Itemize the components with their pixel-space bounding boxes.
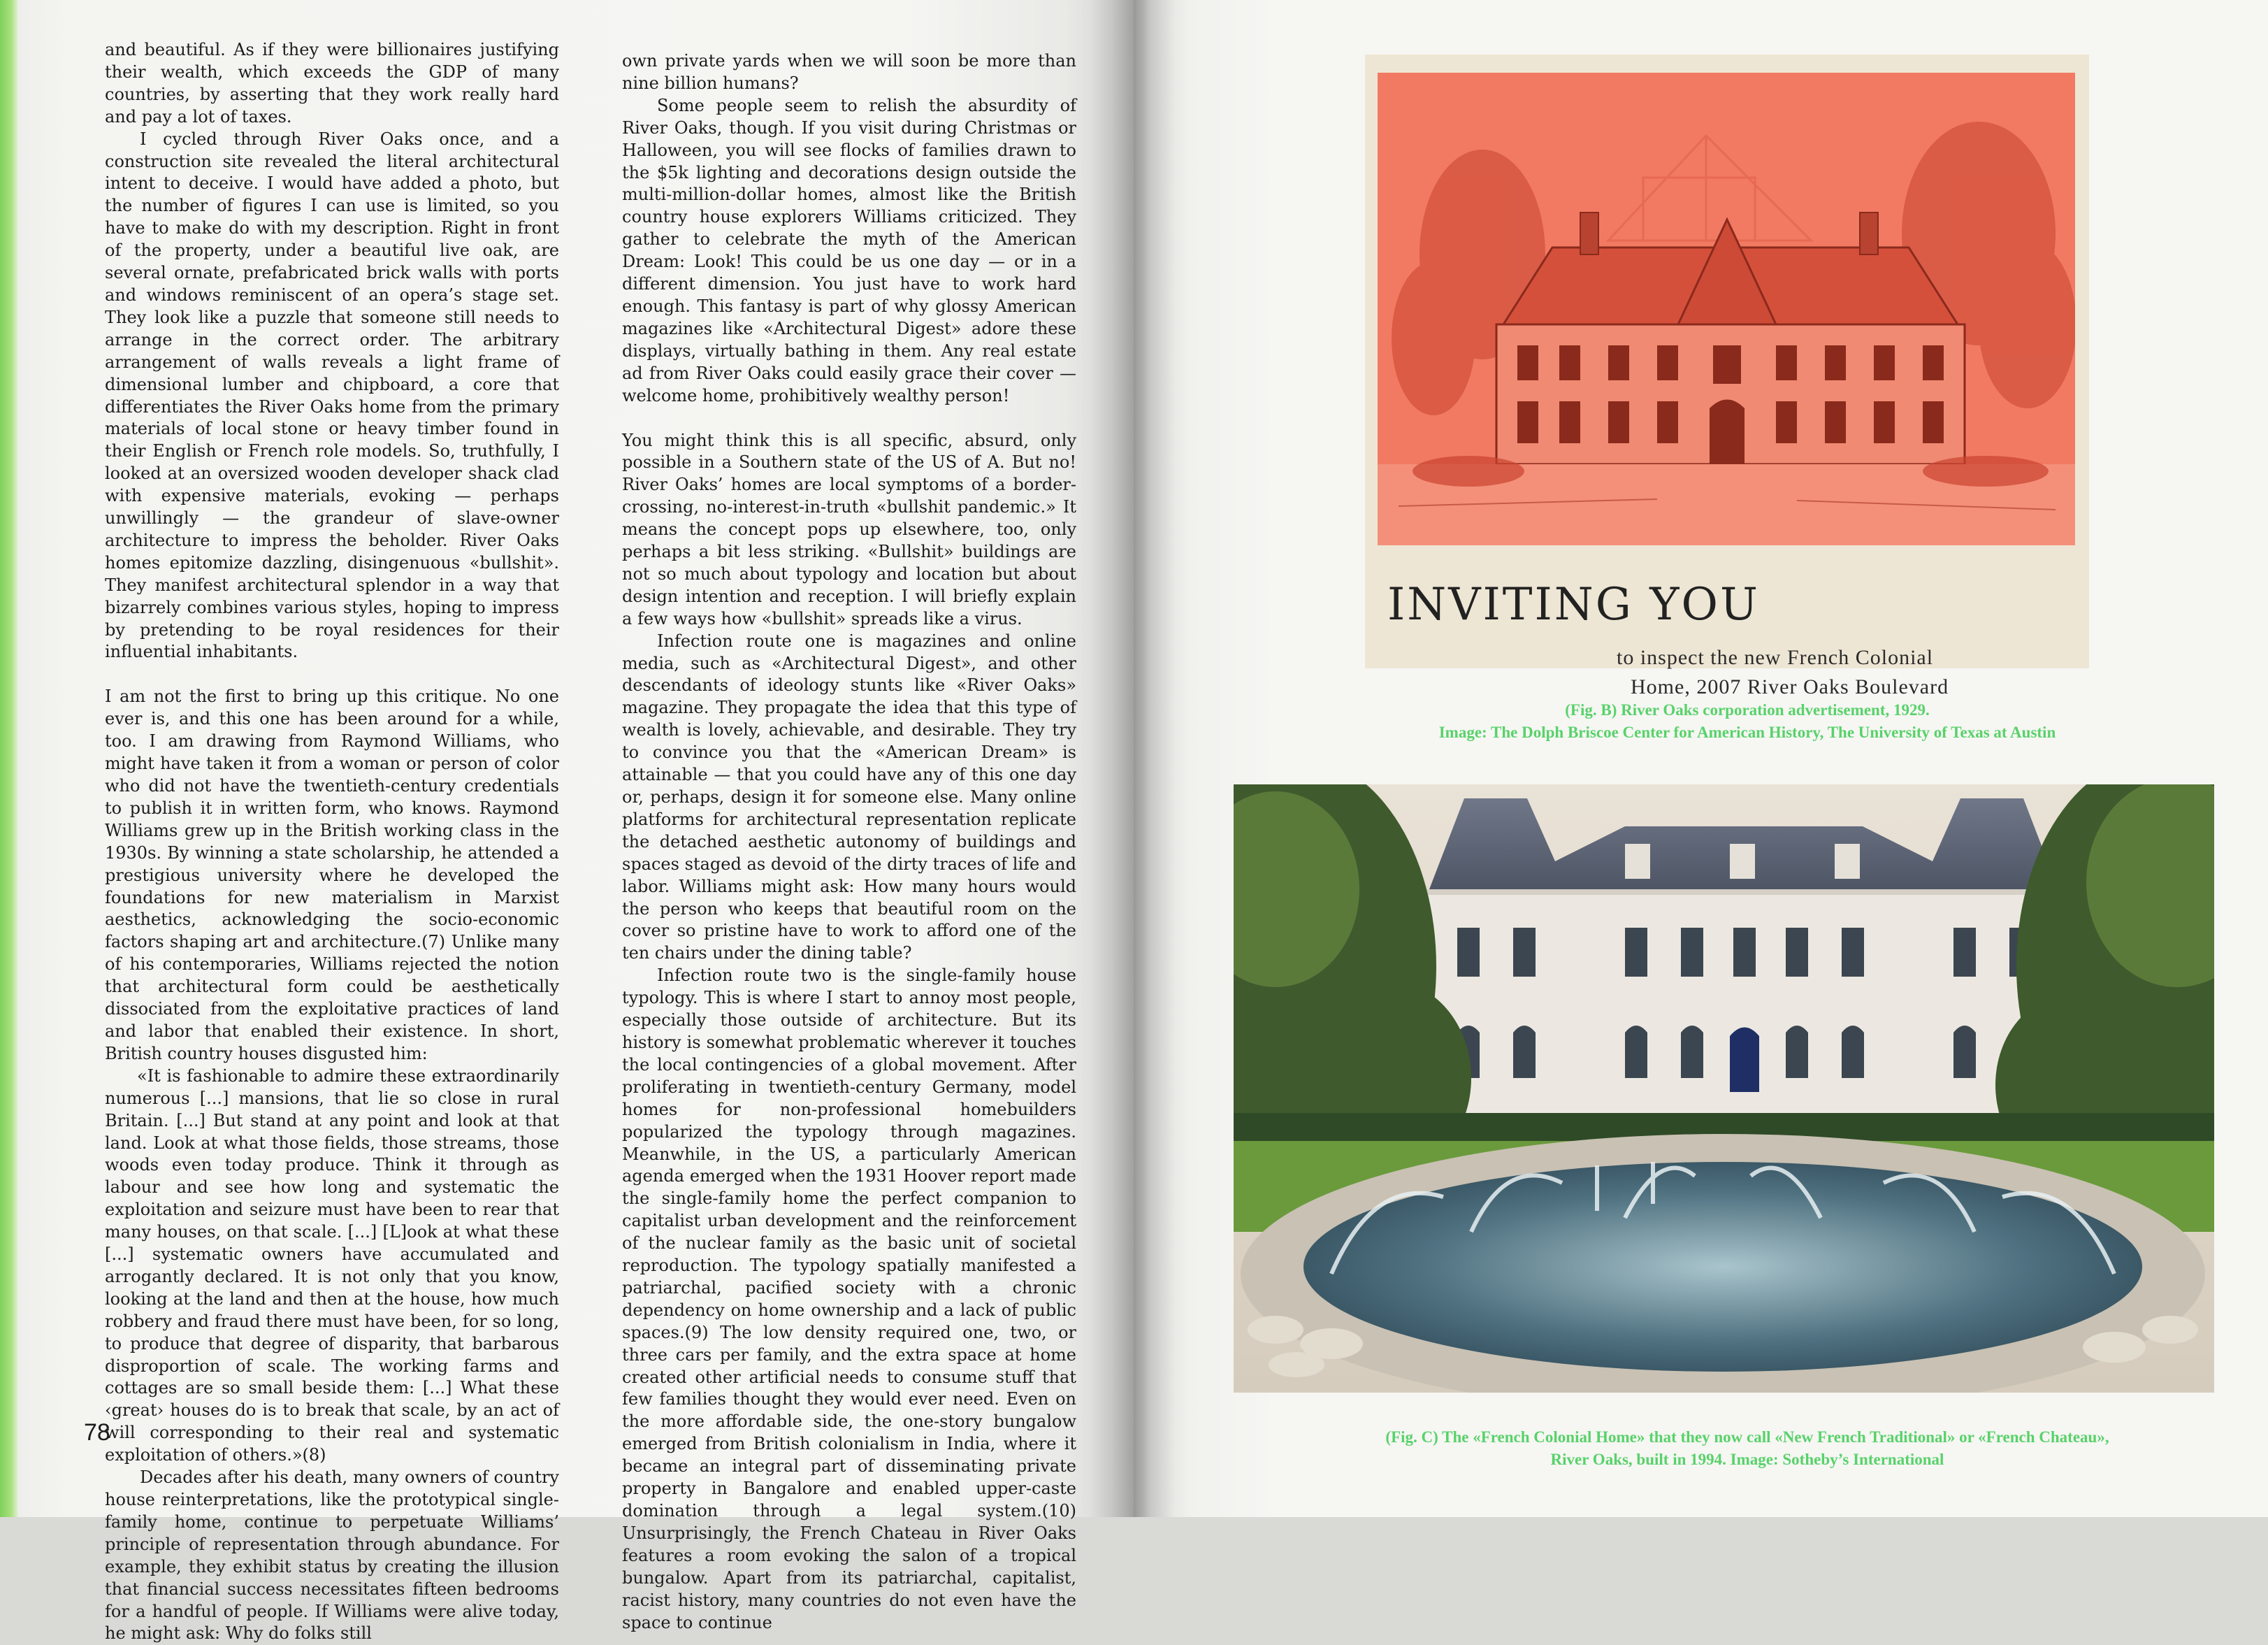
paragraph: own private yards when we will soon be more than nine billion humans?	[622, 51, 1076, 93]
house-sketch-image	[1378, 73, 2075, 545]
green-page-edge	[0, 0, 18, 1517]
gutter-shadow	[1090, 0, 1134, 1517]
ad-subline: to inspect the new French Colonial	[1617, 646, 1934, 669]
figure-c-caption	[1244, 1426, 2251, 1471]
house-sketch-drawing	[1378, 73, 2075, 545]
paragraph: I am not the first to bring up this critique. No one ever is, and this one has been around for a while, too. I am drawing from Raymond Williams, who might have taken it from a woman or person of color who did not have the twentieth-century credentials to publish it in written form, who knows. Raymond Williams grew up in the British working class in the 1930s. By winning a state scholarship, he attended a prestigious university where he developed the foundations for new materialism in Marxist aesthetics, acknowledging the socio-economic factors shaping art and architecture.(7) Unlike many of his contemporaries, Williams rejected the notion that architectural form could be aesthetically dissociated from the exploitative practices of land and labor that enabled their existence. In short, British country houses disgusted him:	[105, 687, 559, 1063]
ad-subline: Home, 2007 River Oaks Boulevard	[1631, 675, 1949, 698]
caption-line: (Fig. B) River Oaks corporation advertisement, 1929.	[1565, 701, 1930, 719]
paragraph: Infection route two is the single-family house typology. This is where I start to annoy most people, especially those outside of architecture. But its history is somewhat problematic wherever it touches the local contingencies of a global movement. After proliferating in twentieth-century Germany, model homes for non-professional homebuilders popularized the typology through magazines. Meanwhile, in the US, a particularly American agenda emerged when the 1931 Hoover report made the single-family home the perfect companion to capitalist urban development and the reinforcement of the nuclear family as the basic unit of societal reproduction. The typology spatially manifested a patriarchal, pacified society with a chronic dependency on home ownership and a lack of public spaces.(9) The low density required one, two, or three cars per family, and the extra space at home created other artificial needs to consume stuff that few families thought they would ever need. Even on the more affordable side, the one-story bungalow emerged from British colonialism in India, where it became an integral part of disseminating private property in Bangalore and enabled upper-caste domination through a legal system.(10) Unsurprisingly, the French Chateau in River Oaks features a room evoking the salon of a tropical bungalow. Apart from its patriarchal, capitalist, racist history, many countries do not even have the space to continue	[622, 965, 1076, 1632]
ad-subheadline	[1617, 643, 2050, 702]
text-column-1	[105, 39, 559, 1645]
block-quote: «It is fashionable to admire these extraordinarily numerous [...] mansions, that lie so close in rural Britain. [...] But stand at any point and look at that land. Look at what those fields, those streams, those woods even today produce. Think it through as labour and see how long and systematic the exploitation and seizure must have been to rear that many houses, on that scale. [...] [L]ook at what these [...] systematic owners have accumulated and arrogantly declared. It is not only that you know, looking at the land and then at the house, how much robbery and fraud there must have been, for so long, to produce that degree of disparity, that barbarous disproportion of scale. The working farms and cottages are so small beside them: [...] What these ‹great› houses do is to break that scale, by an act of will corresponding to their real and systematic exploitation of others.»(8)	[105, 1065, 559, 1465]
caption-line: Image: The Dolph Briscoe Center for American History, The University of Texas at Austin	[1438, 724, 2056, 741]
paragraph: You might think this is all specific, absurd, only possible in a Southern state of the US of A. But no! River Oaks’ homes are local symptoms of a border-crossing, no-interest-in-truth «bullshit pandemic.» It means the concept pops up elsewhere, too, only perhaps a bit less striking. «Bullshit» buildings are not so much about typology and location but about design intention and reception. I will briefly explain a few ways how «bullshit» spreads like a virus.	[622, 430, 1076, 628]
paragraph: and beautiful. As if they were billionaires justifying their wealth, which exceeds the GDP of many countries, by asserting that they work really hard and pay a lot of taxes.	[105, 40, 559, 127]
paragraph: Some people seem to relish the absurdity of River Oaks, though. If you visit during Christmas or Halloween, you will see flocks of families drawn to the $5k lighting and decorations design outside the multi-million-dollar homes, almost like the British country house explorers Williams criticized. They gather to celebrate the myth of the American Dream: Look! This could be us one day — or in a different dimension. You just have to work hard enough. This fantasy is part of why glossy American magazines like «Architectural Digest» adore these displays, virtually bathing in them. Any real estate ad from River Oaks could easily grace their cover — welcome home, prohibitively wealthy person!	[622, 95, 1076, 405]
paragraph: I cycled through River Oaks once, and a construction site revealed the literal architectural intent to deceive. I would have added a photo, but the number of figures I can use is limited, so you have to make do with my description. Right in front of the property, under a beautiful live oak, are several ornate, prefabricated brick walls with ports and windows reminiscent of an opera’s stage set. They look like a puzzle that someone still needs to arrange in the correct order. The arbitrary arrangement of walls reveals a light frame of dimensional lumber and chipboard, a core that differentiates the River Oaks home from the primary materials of local stone or heavy timber found in their English or French role models. So, truthfully, I looked at an oversized wooden developer shack clad with expensive materials, evoking — perhaps unwillingly — the grandeur of slave-owner architecture to impress the beholder. River Oaks homes epitomize dazzling, disingenuous «bullshit». They manifest architectural splendor in a way that bizarrely combines various styles, hoping to impress by pretending to be royal residences for their influential inhabitants.	[105, 129, 559, 662]
figure-b-caption	[1244, 699, 2251, 744]
figure-c-photo	[1234, 784, 2214, 1393]
paragraph: Decades after his death, many owners of country house reinterpretations, like the prototypical single-family home, continue to perpetuate Williams’ principle of representation through abundance. For example, they exhibit status by creating the illusion that financial success necessitates fifteen bedrooms for a handful of people. If Williams were alive today, he might ask: Why do folks still	[105, 1467, 559, 1644]
page-number: 78	[84, 1419, 110, 1446]
figure-b-advertisement	[1365, 55, 2089, 698]
paragraph: Infection route one is magazines and online media, such as «Architectural Digest», and other descendants of ideology stunts like «River Oaks» magazine. They propagate the idea that this type of wealth is lovely, achievable, and desirable. They try to convince you that the «American Dream» is attainable — that you could have any of this one day or, perhaps, design it for someone else. Many online platforms for architectural representation replicate the detached aesthetic autonomy of buildings and spaces staged as devoid of the dirty traces of life and labor. Williams might ask: How many hours would the person who keeps that beautiful room on the cover so pristine have to work to afford one of the ten chairs under the dining table?	[622, 631, 1076, 963]
caption-line: River Oaks, built in 1994. Image: Sotheby’s International	[1550, 1451, 1944, 1468]
ad-headline: INVITING YOU	[1387, 579, 1760, 631]
french-chateau-photo	[1234, 784, 2214, 1393]
caption-line: (Fig. C) The «French Colonial Home» that they now call «New French Traditional» or «French Chateau»,	[1385, 1428, 2109, 1446]
gutter-shadow-right	[1134, 0, 1176, 1517]
text-column-2	[622, 50, 1076, 1634]
